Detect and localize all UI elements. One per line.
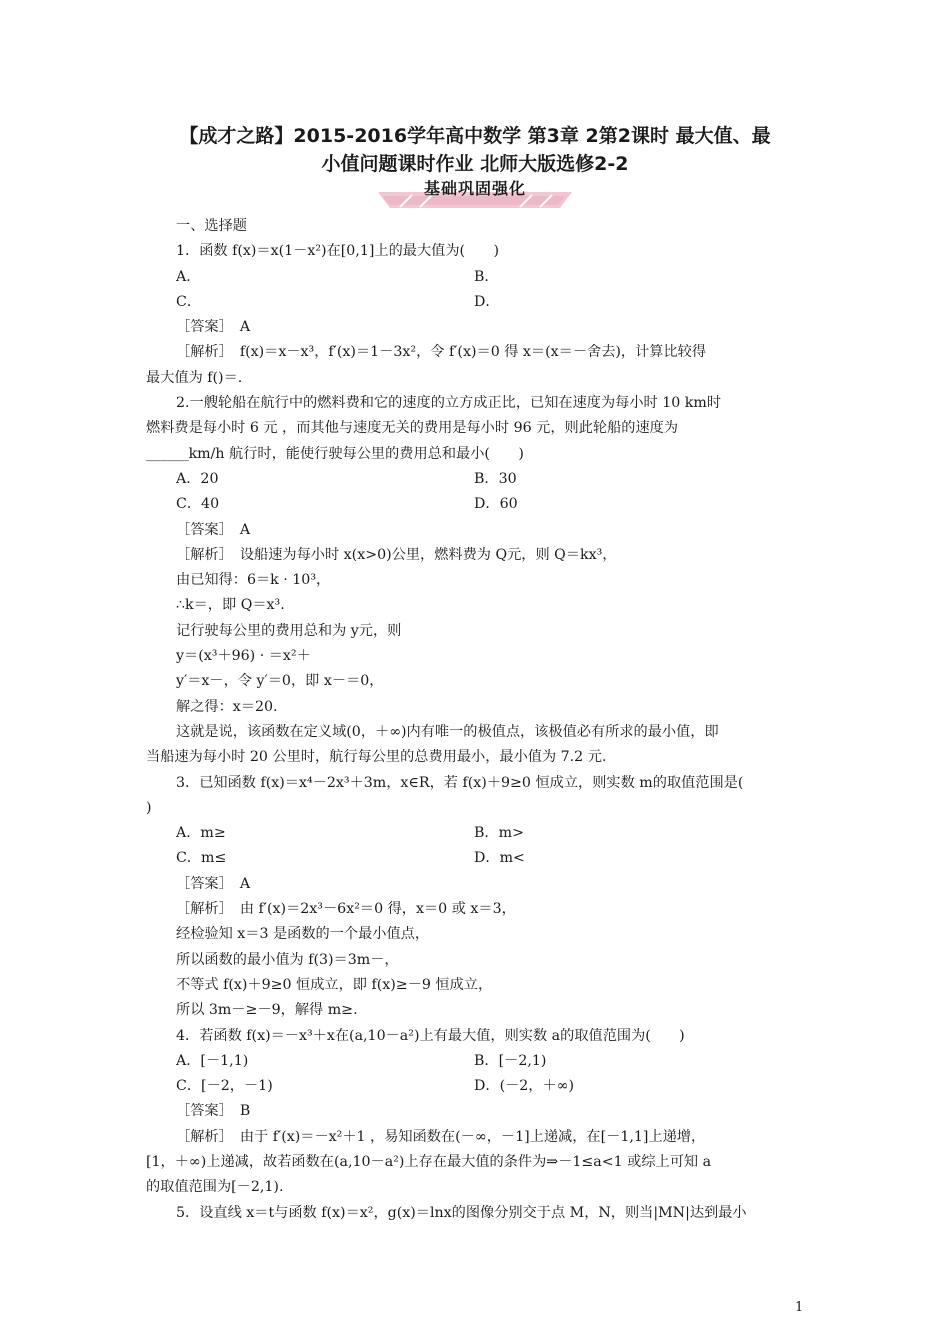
- option-row: [146, 290, 812, 315]
- text-line: 解之得：x＝20.: [176, 698, 278, 715]
- text-line: 5．设直线 x＝t与函数 f(x)＝x²，g(x)＝lnx的图像分别交于点 M，N，则当|MN|达到最小: [176, 1204, 747, 1221]
- text-line: 经检验知 x＝3 是函数的一个最小值点，: [176, 926, 430, 943]
- text-line: [1，＋∞)上递减，故若函数在(a,10－a²)上存在最大值的条件为⇒－1≤a<1 或综上可知 a: [146, 1153, 712, 1170]
- text-line: 这就是说，该函数在定义域(0，＋∞)内有唯一的极值点，该极值必有所求的最小值，即: [176, 723, 719, 740]
- option-right: B．m>: [474, 825, 524, 842]
- option-right: B．30: [474, 470, 517, 487]
- text-line: 所以 3m－≥－9，解得 m≥.: [176, 1002, 358, 1019]
- text-line: 4．若函数 f(x)＝－x³＋x在(a,10－a²)上有最大值，则实数 a的取值范围为( ): [176, 1027, 685, 1044]
- text-line: 最大值为 f()＝.: [146, 369, 243, 386]
- section-banner: [360, 178, 590, 210]
- text-line: 当船速为每小时 20 公里时，航行每公里的总费用最小，最小值为 7.2 元.: [146, 749, 607, 766]
- page-number: 1: [795, 1300, 804, 1315]
- option-row: [146, 1049, 812, 1074]
- text-line: 由已知得：6＝k · 10³，: [176, 572, 331, 589]
- text-line: 不等式 f(x)＋9≥0 恒成立，即 f(x)≥－9 恒成立，: [176, 976, 493, 993]
- text-line: ［答案］ A: [176, 319, 251, 336]
- option-row: [146, 265, 812, 290]
- option-left: A．20: [176, 470, 219, 487]
- text-line: 1．函数 f(x)＝x(1－x²)在[0,1]上的最大值为( ): [176, 243, 499, 260]
- text-line: ［答案］ A: [176, 521, 251, 538]
- text-line: 燃料费是每小时 6 元 ，而其他与速度无关的费用是每小时 96 元，则此轮船的速度为: [146, 420, 679, 437]
- option-right: D．(－2，＋∞): [474, 1078, 575, 1095]
- option-left: A．m≥: [176, 825, 226, 842]
- banner-label: 基础巩固强化: [423, 179, 526, 198]
- option-row: [146, 467, 812, 492]
- option-row: [146, 492, 812, 517]
- text-line: ［解析］ f(x)＝x－x³，f′(x)＝1－3x²，令 f′(x)＝0 得 x＝(x＝－舍去)，计算比较得: [176, 344, 707, 361]
- text-line: ______km/h 航行时，能使行驶每公里的费用总和最小( ): [146, 445, 524, 462]
- document-body: [146, 214, 812, 1226]
- option-right: B．[－2,1): [474, 1052, 547, 1069]
- document-title: [120, 122, 830, 178]
- option-left: C．m≤: [176, 850, 227, 867]
- option-left: A．[－1,1): [176, 1052, 249, 1069]
- option-right: D．: [474, 293, 500, 310]
- text-line: ［解析］ 由 f′(x)＝2x³－6x²＝0 得，x＝0 或 x＝3，: [176, 901, 516, 918]
- text-line: 一、选择题: [176, 218, 247, 234]
- text-line: 2.一艘轮船在航行中的燃料费和它的速度的立方成正比，已知在速度为每小时 10 km时: [176, 395, 722, 412]
- text-line: 的取值范围为[－2,1).: [146, 1179, 284, 1196]
- title-line-1: 【成才之路】2015-2016学年高中数学 第3章 2第2课时 最大值、最: [179, 125, 771, 147]
- text-line: 3．已知函数 f(x)＝x⁴－2x³＋3m，x∈R，若 f(x)＋9≥0 恒成立，则实数 m的取值范围是(: [176, 774, 744, 791]
- text-line: ∴k＝，即 Q＝x³.: [176, 597, 285, 614]
- text-line: ): [146, 799, 152, 816]
- option-right: D．m<: [474, 850, 525, 867]
- option-left: A．: [176, 268, 201, 285]
- option-row: [146, 1074, 812, 1099]
- text-line: ［答案］ B: [176, 1103, 251, 1120]
- text-line: 记行驶每公里的费用总和为 y元，则: [176, 622, 402, 639]
- text-line: ［解析］ 设船速为每小时 x(x>0)公里，燃料费为 Q元，则 Q＝kx³，: [176, 546, 617, 563]
- option-row: [146, 821, 812, 846]
- option-left: C．[－2，－1): [176, 1078, 273, 1095]
- option-left: C．: [176, 293, 202, 310]
- option-right: B．: [474, 268, 499, 285]
- text-line: ［解析］ 由于 f′(x)＝－x²＋1 ，易知函数在(－∞，－1]上递减，在[－1,1]上递增，: [176, 1128, 706, 1145]
- text-line: y′＝x－，令 y′＝0，即 x－＝0，: [176, 673, 384, 690]
- text-line: y＝(x³＋96) · ＝x²＋: [176, 648, 311, 665]
- text-line: 所以函数的最小值为 f(3)＝3m－，: [176, 951, 399, 968]
- option-left: C．40: [176, 496, 220, 513]
- option-row: [146, 846, 812, 871]
- title-line-2: 小值问题课时作业 北师大版选修2-2: [321, 153, 629, 175]
- text-line: ［答案］ A: [176, 875, 251, 892]
- option-right: D．60: [474, 496, 518, 513]
